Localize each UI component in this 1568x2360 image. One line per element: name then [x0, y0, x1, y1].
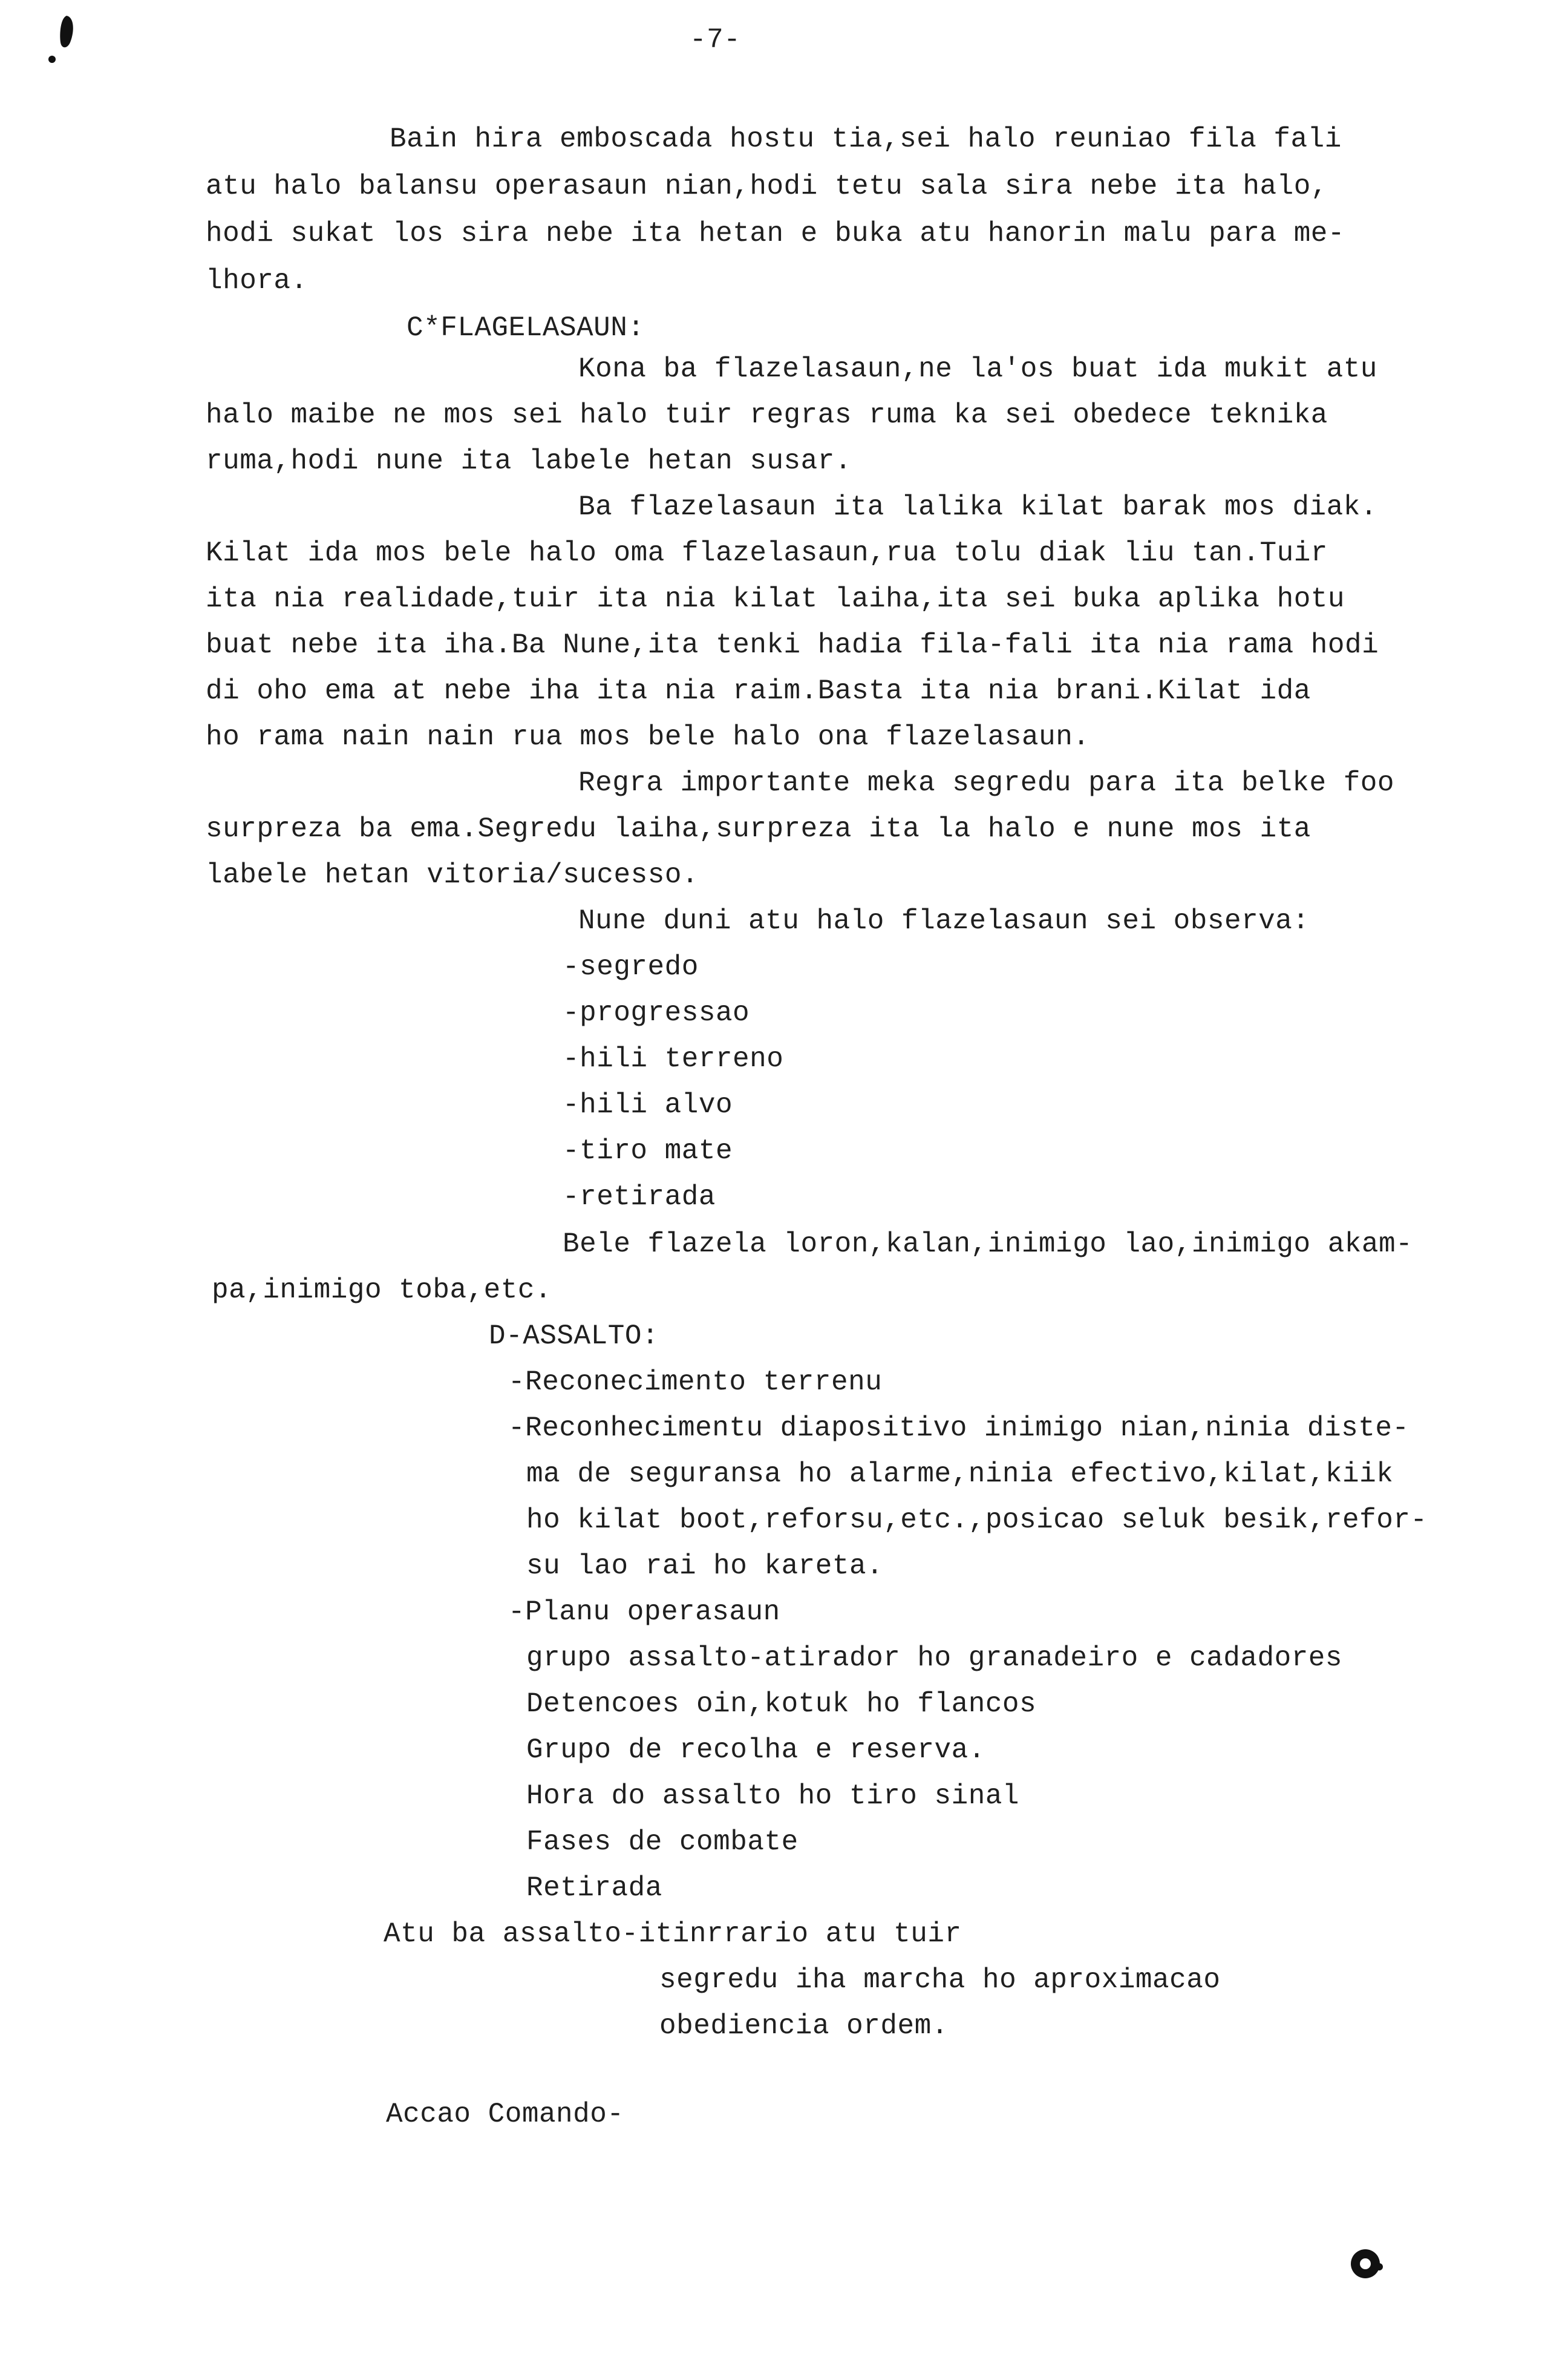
page-number: -7-	[690, 24, 741, 56]
text-line: grupo assalto-atirador ho granadeiro e cadadores	[526, 1642, 1343, 1674]
text-line: lhora.	[206, 265, 308, 297]
text-line: ho kilat boot,reforsu,etc.,posicao seluk besik,refor-	[526, 1504, 1428, 1536]
list-item: -tiro mate	[563, 1135, 733, 1167]
text-line: ho rama nain nain rua mos bele halo ona flazelasaun.	[206, 721, 1090, 753]
text-line: Nune duni atu halo flazelasaun sei observa:	[578, 905, 1310, 937]
text-line: Ba flazelasaun ita lalika kilat barak mos diak.	[578, 491, 1377, 523]
text-line: obediencia ordem.	[659, 2010, 949, 2042]
list-item: -Reconecimento terrenu	[508, 1366, 883, 1398]
text-line: Kilat ida mos bele halo oma flazelasaun,rua tolu diak liu tan.Tuir	[206, 537, 1328, 569]
section-heading: D-ASSALTO:	[489, 1320, 659, 1352]
list-item: -Reconhecimentu diapositivo inimigo nian,ninia diste-	[508, 1412, 1410, 1444]
list-item: -Planu operasaun	[508, 1596, 780, 1628]
text-line: hodi sukat los sira nebe ita hetan e buka atu hanorin malu para me-	[206, 218, 1345, 249]
text-line: Accao Comando-	[386, 2099, 624, 2130]
text-line: Fases de combate	[526, 1826, 799, 1858]
text-line: Atu ba assalto-itinrrario atu tuir	[384, 1918, 962, 1950]
text-line: Retirada	[526, 1872, 662, 1904]
list-item: -progressao	[563, 997, 750, 1029]
text-line: Hora do assalto ho tiro sinal	[526, 1780, 1020, 1812]
list-item: -segredo	[563, 951, 699, 983]
text-line: Kona ba flazelasaun,ne la'os buat ida mukit atu	[578, 353, 1377, 385]
text-line: di oho ema at nebe iha ita nia raim.Basta ita nia brani.Kilat ida	[206, 675, 1311, 707]
text-line: su lao rai ho kareta.	[526, 1550, 884, 1582]
text-line: Regra importante meka segredu para ita belke foo	[578, 767, 1395, 799]
list-item: -retirada	[563, 1181, 716, 1213]
text-line: Bele flazela loron,kalan,inimigo lao,inimigo akam-	[563, 1228, 1413, 1260]
text-line: ma de seguransa ho alarme,ninia efectivo,kilat,kiik	[526, 1458, 1394, 1490]
text-line: Grupo de recolha e reserva.	[526, 1734, 985, 1766]
text-line: Detencoes oin,kotuk ho flancos	[526, 1688, 1037, 1720]
ink-blot-bottom-right	[1344, 2243, 1387, 2285]
text-line: pa,inimigo toba,etc.	[212, 1274, 552, 1306]
list-item: -hili alvo	[563, 1089, 733, 1121]
text-line: surpreza ba ema.Segredu laiha,surpreza ita la halo e nune mos ita	[206, 813, 1311, 845]
list-item: -hili terreno	[563, 1043, 784, 1075]
text-line: buat nebe ita iha.Ba Nune,ita tenki hadia fila-fali ita nia rama hodi	[206, 629, 1379, 661]
text-line: atu halo balansu operasaun nian,hodi tetu sala sira nebe ita halo,	[206, 171, 1328, 202]
text-line: Bain hira emboscada hostu tia,sei halo reuniao fila fali	[390, 123, 1342, 155]
section-heading: C*FLAGELASAUN:	[407, 312, 645, 344]
text-line: segredu iha marcha ho aproximacao	[659, 1964, 1221, 1996]
ink-blot-top-left	[44, 12, 92, 67]
text-line: labele hetan vitoria/sucesso.	[206, 859, 699, 891]
text-line: halo maibe ne mos sei halo tuir regras ruma ka sei obedece teknika	[206, 399, 1328, 431]
text-line: ruma,hodi nune ita labele hetan susar.	[206, 445, 852, 477]
text-line: ita nia realidade,tuir ita nia kilat laiha,ita sei buka aplika hotu	[206, 583, 1345, 615]
